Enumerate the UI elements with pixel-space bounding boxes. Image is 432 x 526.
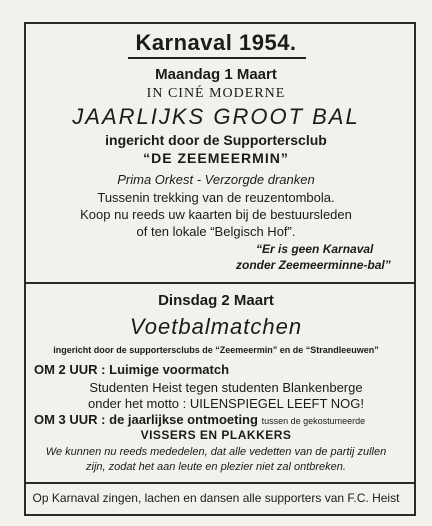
monday-tickets-1: Koop nu reeds uw kaarten bij de bestuursleden [80,207,352,222]
section-divider-1 [24,282,416,284]
tuesday-note-1: We kunnen nu reeds mededelen, dat alle vedetten van de partij zullen [45,446,387,458]
tuesday-date: Dinsdag 2 Maart [158,292,274,309]
om3-line [34,412,365,427]
om2-time: OM 2 UUR : [34,362,106,377]
tuesday-event: Voetbalmatchen [129,314,303,339]
om3-time: OM 3 UUR : [34,412,106,427]
om3-title: de jaarlijkse ontmoeting [109,412,258,427]
om2-title: Luimige voormatch [109,362,230,377]
monday-date: Maandag 1 Maart [155,66,277,83]
om2-line2: onder het motto : UILENSPIEGEL LEEFT NOG! [87,396,364,411]
tuesday-organizers: ingericht door de supportersclubs de “Zeemeermin” en de “Strandleeuwen” [53,345,379,355]
poster-title: Karnaval 1954. [135,30,297,55]
monday-features: Prima Orkest - Verzorgde dranken [117,172,315,187]
tuesday-note-2: zijn, zodat het aan leute en plezier niet zal ontbreken. [86,461,346,473]
monday-tombola: Tussenin trekking van de reuzentombola. [97,190,335,205]
monday-slogan-1: “Er is geen Karnaval [256,242,374,256]
monday-tickets-2: of ten lokale “Belgisch Hof”. [136,224,296,239]
om3-teams: VISSERS EN PLAKKERS [140,428,292,442]
monday-venue: IN CINÉ MODERNE [146,86,286,101]
footer-text: Op Karnaval zingen, lachen en dansen alle supporters van F.C. Heist [32,491,400,505]
section-divider-2 [24,482,416,484]
om2-line1: Studenten Heist tegen studenten Blankenberge [89,380,363,395]
monday-event: JAARLIJKS GROOT BAL [72,104,360,129]
title-underline [128,57,306,59]
monday-organizer-line: ingericht door de Supportersclub [105,132,327,148]
monday-club: “DE ZEEMEERMIN” [143,150,289,166]
om2-line [34,362,229,377]
om3-suffix: tussen de gekostumeerde [261,416,366,426]
monday-slogan-2: zonder Zeemeerminne-bal” [236,258,391,272]
